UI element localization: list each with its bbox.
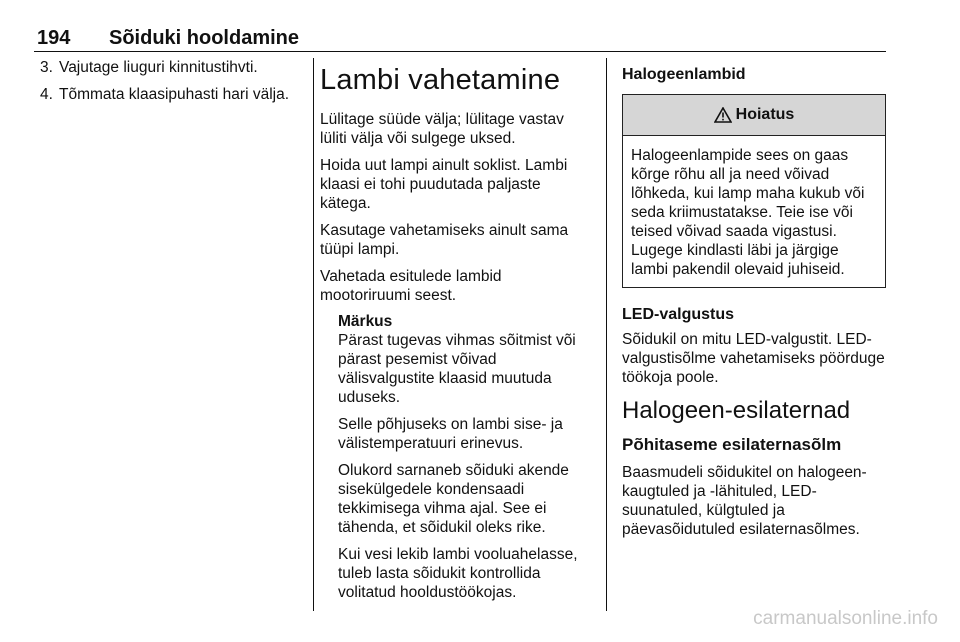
note-title: Märkus	[338, 313, 393, 330]
paragraph: Lülitage süüde välja; lülitage vastav lüliti välja või sulgege uksed.	[320, 111, 564, 147]
paragraph: Kasutage vahetamiseks ainult sama tüüpi lampi.	[320, 222, 569, 258]
paragraph: Hoida uut lampi ainult soklist. Lambi klaasi ei tohi puudutada paljaste kätega.	[320, 157, 568, 212]
headlamps-heading: Halogeen-esilaternad	[622, 397, 851, 424]
step-text: Tõmmata klaasipuhasti hari välja.	[59, 86, 290, 103]
watermark: carmanualsonline.info	[753, 608, 938, 629]
list-item	[40, 85, 306, 105]
led-paragraph: Sõidukil on mitu LED-valgustit. LED-valgustisõlme vahetamiseks pöörduge töökoja poole.	[622, 331, 885, 386]
step-text: Vajutage liuguri kinnitustihvti.	[59, 59, 258, 76]
warning-triangle-icon	[714, 107, 732, 123]
column-middle	[320, 58, 588, 610]
warning-title: Hoiatus	[735, 106, 795, 123]
step-number: 4.	[40, 86, 53, 103]
basic-headlamp-heading: Põhitaseme esilaternasõlm	[622, 435, 842, 454]
column-divider	[606, 58, 607, 611]
section-title: Lambi vahetamine	[320, 64, 561, 96]
page-header	[34, 25, 886, 52]
halogen-lamps-heading: Halogeenlambid	[622, 66, 746, 83]
column-right	[622, 58, 886, 547]
note-paragraph: Olukord sarnaneb sõiduki akende sisekülgedele kondensaadi tekkimisega vihma ajal. See ei tähenda, et sõidukil oleks rike.	[338, 462, 569, 536]
step-number: 3.	[40, 59, 53, 76]
note-paragraph: Pärast tugevas vihmas sõitmist või pärast pesemist võivad välisvalgustite klaasid muutuda uduseks.	[338, 332, 576, 406]
column-divider	[313, 58, 314, 611]
chapter-title: Sõiduki hooldamine	[109, 27, 300, 49]
paragraph: Vahetada esitulede lambid mootoriruumi seest.	[320, 268, 502, 304]
warning-header	[623, 95, 885, 136]
column-left	[40, 58, 306, 112]
steps-list	[40, 58, 306, 105]
note-paragraph: Kui vesi lekib lambi vooluahelasse, tuleb lasta sõidukit kontrollida volitatud hooldustöökojas.	[338, 546, 578, 601]
warning-text: Halogeenlampide sees on gaas kõrge rõhu all ja need võivad lõhkeda, kui lamp maha kukub või seda kriimustatakse. Teie ise või teised võivad saada vigastusi. Lugege kindlasti läbi ja järgige lambi pakendil olevaid juhiseid.	[631, 147, 865, 278]
warning-box	[622, 94, 886, 288]
list-item	[40, 58, 306, 78]
note-block	[320, 313, 588, 602]
page-number: 194	[37, 27, 71, 49]
note-paragraph: Selle põhjuseks on lambi sise- ja välistemperatuuri erinevus.	[338, 416, 563, 452]
basic-headlamp-paragraph: Baasmudeli sõidukitel on halogeen-kaugtuled ja -lähituled, LED-suunatuled, külgtuled ja päevasõidutuled esilaternasõlmes.	[622, 464, 867, 538]
led-heading: LED-valgustus	[622, 306, 735, 323]
